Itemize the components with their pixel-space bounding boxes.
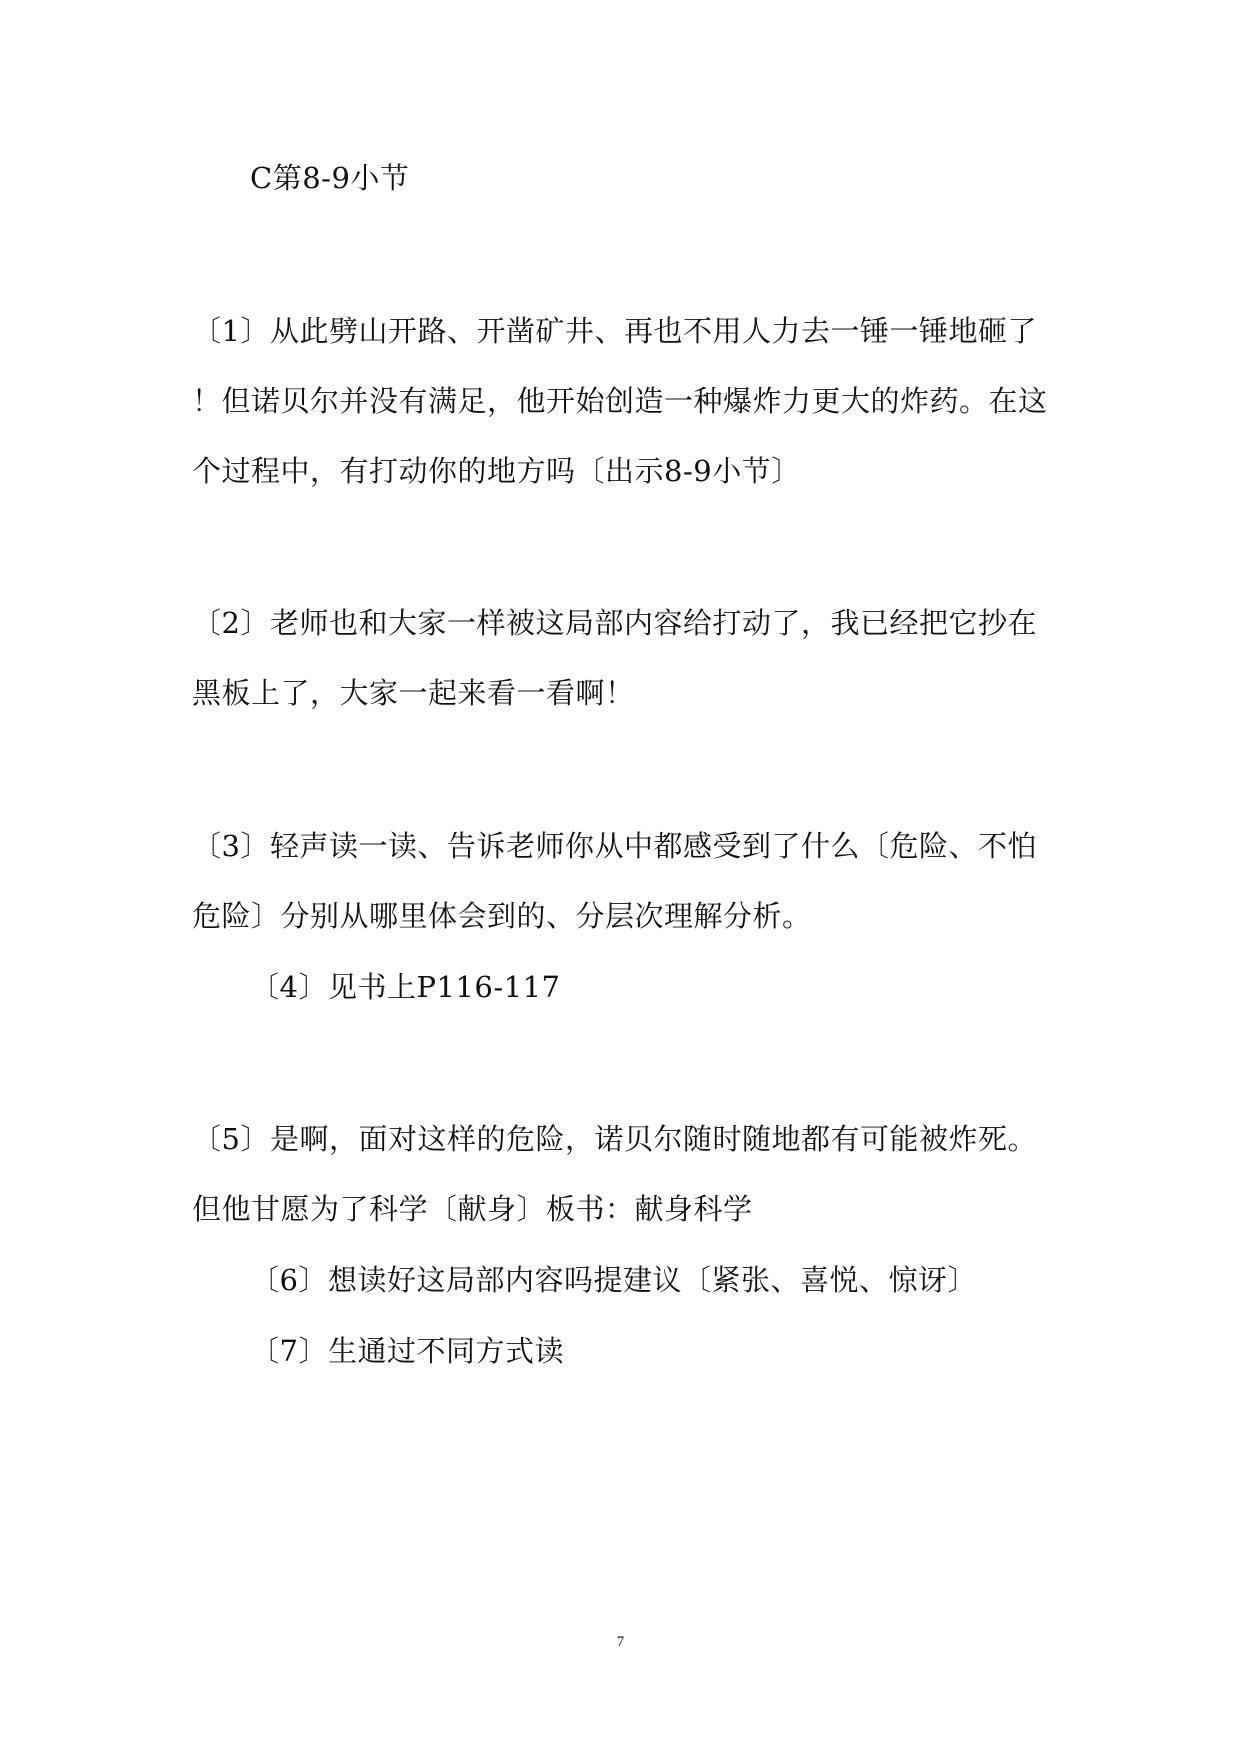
item-4-line-1: 〔4〕见书上P116-117 [250,970,561,1004]
item-5-line-2: 但他甘愿为了科学〔献身〕板书：献身科学 [192,1192,753,1226]
section-heading: C第8-9小节 [250,161,410,195]
item-2-line-1: 〔2〕老师也和大家一样被这局部内容给打动了，我已经把它抄在 [192,606,1037,640]
item-5-line-1: 〔5〕是啊，面对这样的危险，诺贝尔随时随地都有可能被炸死。 [192,1122,1037,1156]
item-2-line-2: 黑板上了，大家一起来看一看啊！ [192,676,635,710]
item-3-line-2: 危险〕分别从哪里体会到的、分层次理解分析。 [192,899,812,933]
item-7-line-1: 〔7〕生通过不同方式读 [250,1334,564,1368]
item-1-line-3: 个过程中，有打动你的地方吗〔出示8-9小节〕 [192,454,801,488]
page-number: 7 [616,1634,625,1650]
item-6-line-1: 〔6〕想读好这局部内容吗提建议〔紧张、喜悦、惊讶〕 [250,1263,977,1297]
item-1-line-1: 〔1〕从此劈山开路、开凿矿井、再也不用人力去一锤一锤地砸了 [192,314,1037,348]
item-1-line-2: ！但诺贝尔并没有满足，他开始创造一种爆炸力更大的炸药。在这 [192,384,1048,418]
item-3-line-1: 〔3〕轻声读一读、告诉老师你从中都感受到了什么〔危险、不怕 [192,829,1037,863]
